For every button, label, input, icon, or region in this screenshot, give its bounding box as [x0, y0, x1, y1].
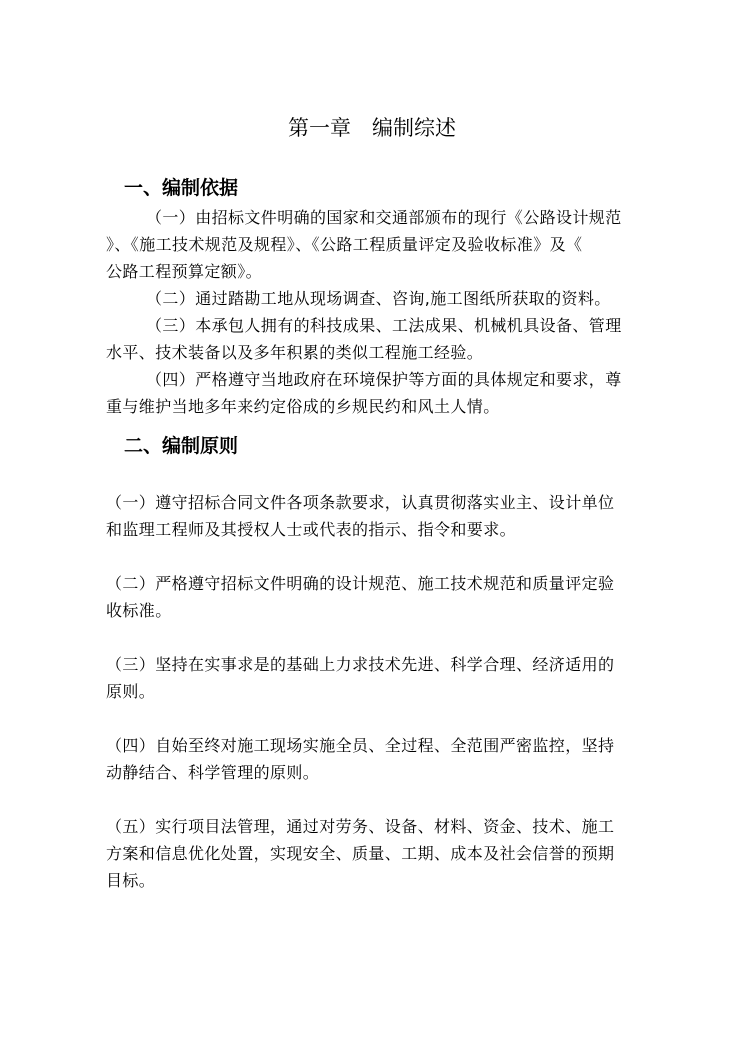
principle-paragraph-1 [106, 489, 651, 543]
text-line: （五）实行项目法管理，通过对劳务、设备、材料、资金、技术、施工 [106, 817, 615, 836]
principle-paragraph-5 [106, 813, 651, 894]
text-line: 和监理工程师及其授权人士或代表的指示、指令和要求。 [106, 520, 517, 539]
basis-paragraph-4 [106, 366, 651, 420]
text-line: （三）本承包人拥有的科技成果、工法成果、机械机具设备、管理 [146, 316, 622, 335]
text-line: （二）严格遵守招标文件明确的设计规范、施工技术规范和质量评定验 [106, 574, 615, 593]
text-line: 目标。 [106, 871, 156, 890]
text-line: 收标准。 [106, 601, 172, 620]
text-line: （四）自始至终对施工现场实施全员、全过程、全范围严密监控，坚持 [106, 736, 615, 755]
chapter-title: 第一章 编制综述 [288, 116, 456, 140]
principles-paragraphs [106, 489, 651, 921]
text-line: 原则。 [106, 682, 156, 701]
basis-paragraphs [106, 204, 651, 420]
text-line: 动静结合、科学管理的原则。 [106, 763, 320, 782]
text-line: 方案和信息优化处置，实现安全、质量、工期、成本及社会信誉的预期 [106, 844, 615, 863]
text-line: （三）坚持在实事求是的基础上力求技术先进、科学合理、经济适用的 [106, 655, 615, 674]
text-line: （一）遵守招标合同文件各项条款要求，认真贯彻落实业主、设计单位 [106, 493, 615, 512]
section-heading-basis: 一、编制依据 [124, 177, 239, 199]
basis-paragraph-2 [106, 285, 651, 312]
principle-paragraph-3 [106, 651, 651, 705]
text-line: 》、《施工技术规范及规程》、《公路工程质量评定及验收标准》及《 [106, 235, 583, 254]
principle-paragraph-4 [106, 732, 651, 786]
basis-paragraph-1 [106, 204, 651, 285]
text-line: 公路工程预算定额》。 [106, 262, 263, 281]
text-line: 水平、技术装备以及多年积累的类似工程施工经验。 [106, 343, 484, 362]
principle-paragraph-2 [106, 570, 651, 624]
basis-paragraph-3 [106, 312, 651, 366]
section-heading-principles: 二、编制原则 [124, 435, 239, 457]
text-line: （四）严格遵守当地政府在环境保护等方面的具体规定和要求，尊 [146, 370, 622, 389]
text-line: 重与维护当地多年来约定俗成的乡规民约和风土人情。 [106, 397, 500, 416]
text-line: （二）通过踏勘工地从现场调查、咨询,施工图纸所获取的资料。 [146, 289, 611, 308]
text-line: （一）由招标文件明确的国家和交通部颁布的现行《公路设计规范 [146, 208, 622, 227]
